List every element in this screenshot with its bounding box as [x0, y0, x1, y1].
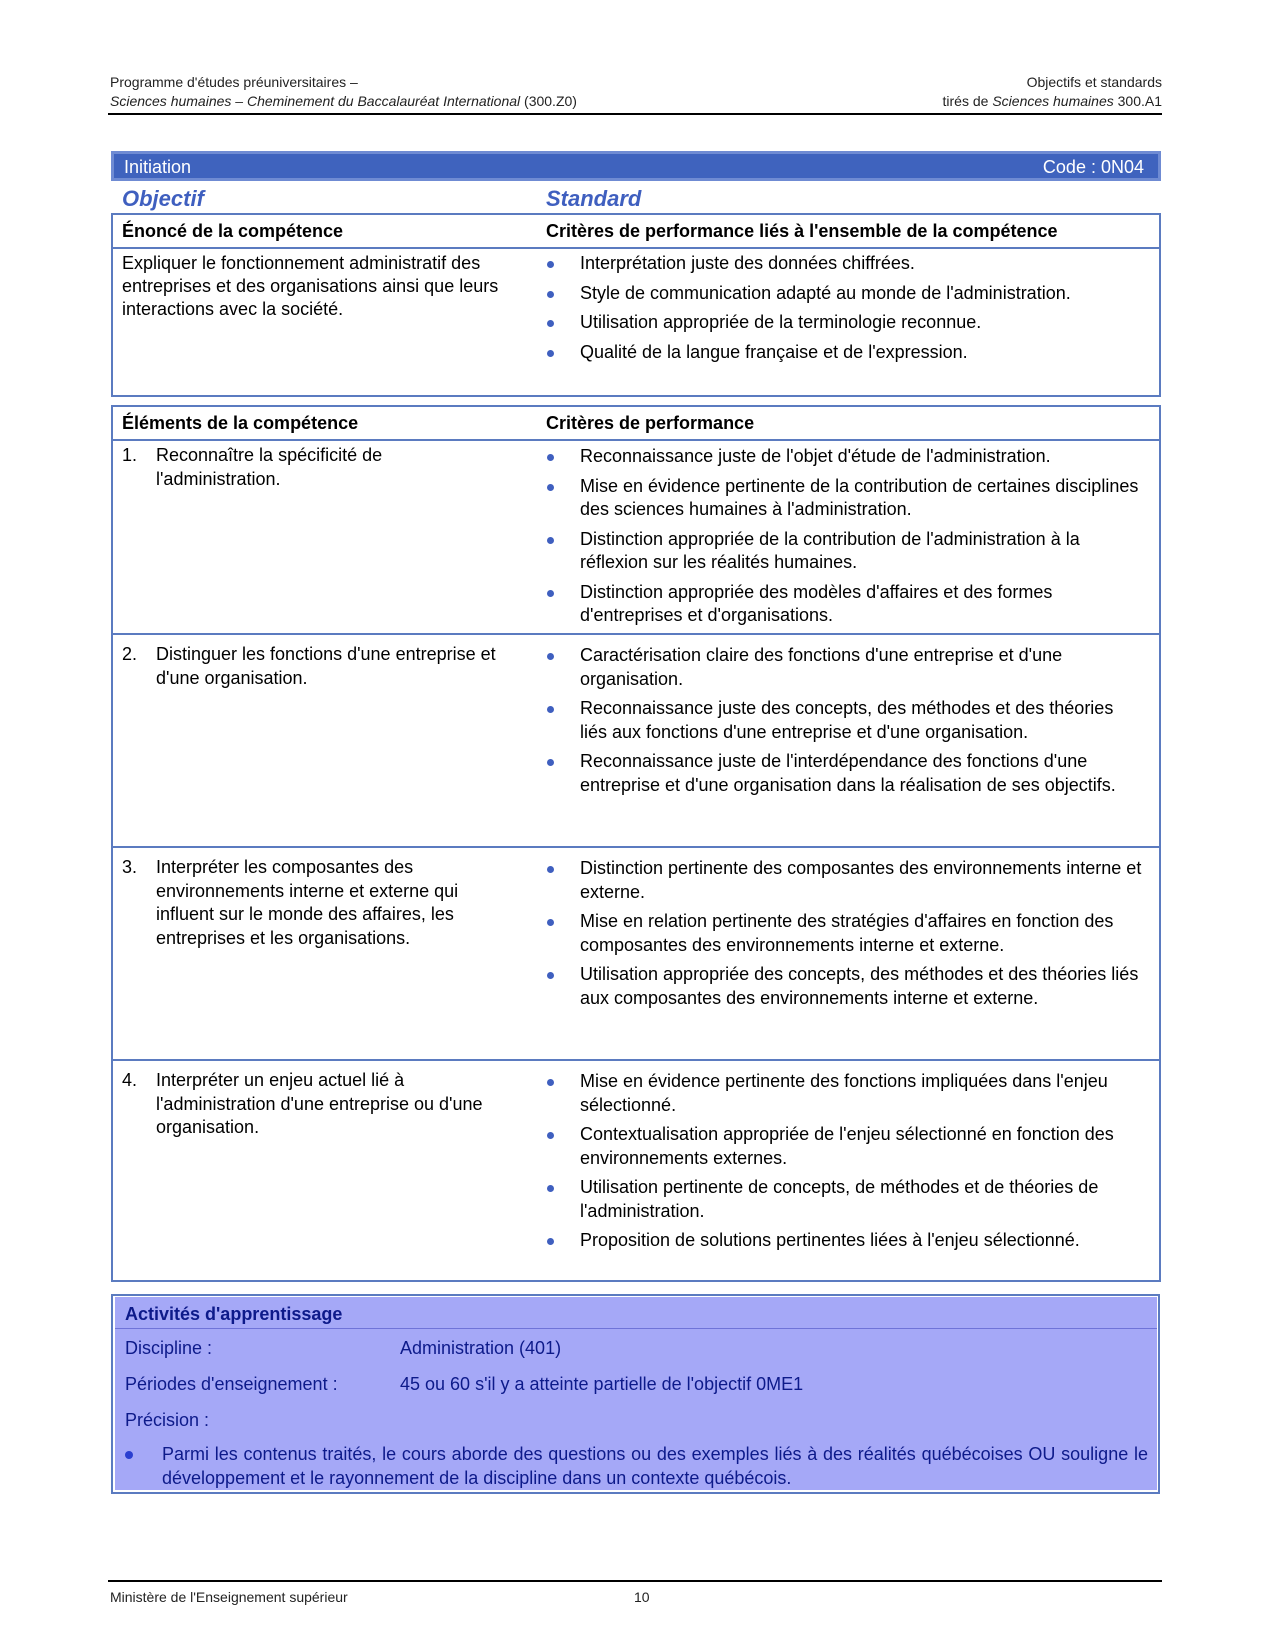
- footer-ministry: Ministère de l'Enseignement supérieur: [110, 1589, 348, 1605]
- header-doc-title: Objectifs et standards: [1026, 74, 1162, 90]
- critere-text: Distinction appropriée des modèles d'affaires et des formes d'entreprises et d'organisations.: [580, 581, 1053, 625]
- bullet-icon: [547, 972, 554, 979]
- list-item: [544, 857, 1144, 904]
- enonce-header: Énoncé de la compétence: [122, 221, 344, 241]
- critere-text: Interprétation juste des données chiffrées.: [580, 253, 915, 273]
- critere-text: Distinction appropriée de la contribution de l'administration à la réflexion sur les réalités humaines.: [580, 528, 1080, 572]
- bullet-icon: [547, 320, 554, 327]
- list-item: [544, 697, 1144, 744]
- title-bar: [111, 151, 1161, 181]
- elements-header: Éléments de la compétence: [122, 413, 359, 433]
- element-divider-2: [113, 846, 1159, 848]
- bullet-icon: [547, 1238, 554, 1245]
- bullet-icon: [547, 653, 554, 660]
- activites-divider: [115, 1328, 1157, 1329]
- critere-text: Reconnaissance juste de l'interdépendance des fonctions d'une entreprise et d'une organisation dans la réalisation de ses objectifs.: [580, 751, 1116, 795]
- bullet-icon: [547, 484, 554, 491]
- list-item: [544, 445, 1144, 469]
- bullet-icon: [547, 537, 554, 544]
- element-3-criteres: [544, 857, 1144, 1016]
- element-number: 3.: [122, 857, 138, 877]
- bullet-icon: [547, 261, 554, 268]
- bullet-icon: [547, 350, 554, 357]
- list-item: [544, 252, 1144, 276]
- list-item: [544, 1176, 1144, 1223]
- list-item: [544, 750, 1144, 797]
- bullet-icon: [547, 454, 554, 461]
- element-label: Distinguer les fonctions d'une entreprise et d'une organisation.: [156, 644, 496, 688]
- list-item: [544, 341, 1144, 365]
- header-rule: [108, 113, 1162, 115]
- element-1-criteres: [544, 445, 1144, 634]
- discipline-value: Administration (401): [400, 1338, 562, 1358]
- list-item: [544, 644, 1144, 691]
- list-item: [544, 910, 1144, 957]
- critere-text: Qualité de la langue française et de l'expression.: [580, 341, 968, 362]
- elements-header-divider: [113, 439, 1159, 441]
- bullet-icon: [547, 866, 554, 873]
- element-label: Reconnaître la spécificité de l'administration.: [156, 445, 383, 489]
- bullet-icon: [547, 590, 554, 597]
- header-program-subtitle: [110, 92, 577, 111]
- critere-text: Proposition de solutions pertinentes liées à l'enjeu sélectionné.: [580, 1230, 1080, 1250]
- list-item: [544, 311, 1144, 335]
- bullet-icon: [547, 291, 554, 298]
- header-doc-source: [943, 92, 1162, 111]
- bullet-icon: [547, 1079, 554, 1086]
- list-item: [544, 1229, 1144, 1253]
- list-item: [544, 1070, 1144, 1117]
- list-item: [544, 581, 1144, 628]
- header-program-name: Sciences humaines – Cheminement du Baccalauréat International: [110, 93, 521, 109]
- criteres-header: Critères de performance: [546, 413, 755, 433]
- element-number: 4.: [122, 1070, 138, 1090]
- course-title: Initiation: [124, 157, 192, 177]
- list-item: [544, 528, 1144, 575]
- activites-title: Activités d'apprentissage: [125, 1304, 343, 1324]
- critere-text: Style de communication adapté au monde de l'administration.: [580, 282, 1071, 303]
- bullet-icon: [547, 1132, 554, 1139]
- competence-header-divider: [113, 247, 1159, 249]
- page-number: 10: [634, 1589, 650, 1605]
- bullet-icon: [547, 919, 554, 926]
- critere-text: Contextualisation appropriée de l'enjeu sélectionné en fonction des environnements externes.: [580, 1124, 1114, 1168]
- discipline-label: Discipline :: [125, 1338, 213, 1358]
- critere-text: Mise en évidence pertinente de la contribution de certaines disciplines des sciences humaines à l'administration.: [580, 475, 1139, 519]
- objectif-heading: Objectif: [122, 186, 204, 211]
- header-program-code: (300.Z0): [524, 93, 577, 109]
- footer-rule: [108, 1580, 1162, 1582]
- critere-text: Distinction pertinente des composantes des environnements interne et externe.: [580, 858, 1142, 902]
- course-code: Code : 0N04: [1042, 157, 1144, 177]
- element-label: Interpréter les composantes des environnements interne et externe qui influent sur le monde des affaires, les entreprises et les organisations.: [156, 857, 459, 948]
- periodes-label: Périodes d'enseignement :: [125, 1374, 338, 1394]
- precision-text: Parmi les contenus traités, le cours aborde des questions ou des exemples liés à des réalités québécoises OU souligne le développement et le rayonnement de la discipline dans un contexte québécois.: [162, 1444, 1148, 1488]
- header-source-code: 300.A1: [1117, 93, 1162, 109]
- element-number: 2.: [122, 644, 138, 664]
- criteres-ensemble-list: [544, 252, 1144, 370]
- element-4-criteres: [544, 1070, 1144, 1259]
- critere-text: Utilisation appropriée des concepts, des méthodes et des théories liés aux composantes des environnements interne et externe.: [580, 964, 1139, 1008]
- critere-text: Utilisation appropriée de la terminologie reconnue.: [580, 312, 982, 332]
- header-program-line: Programme d'études préuniversitaires –: [110, 74, 358, 90]
- bullet-icon: [125, 1451, 133, 1459]
- precision-label: Précision :: [125, 1410, 210, 1430]
- criteres-ensemble-header: Critères de performance liés à l'ensemble de la compétence: [546, 221, 1058, 241]
- list-item: [544, 475, 1144, 522]
- critere-text: Reconnaissance juste des concepts, des méthodes et des théories liés aux fonctions d'une entreprise et d'une organisation.: [580, 698, 1114, 742]
- critere-text: Caractérisation claire des fonctions d'une entreprise et d'une organisation.: [580, 645, 1063, 689]
- element-label: Interpréter un enjeu actuel lié à l'administration d'une entreprise ou d'une organisation.: [156, 1070, 483, 1137]
- element-number: 1.: [122, 445, 138, 465]
- bullet-icon: [547, 706, 554, 713]
- periodes-value: 45 ou 60 s'il y a atteinte partielle de l'objectif 0ME1: [400, 1374, 804, 1394]
- list-item: [544, 963, 1144, 1010]
- bullet-icon: [547, 1185, 554, 1192]
- critere-text: Reconnaissance juste de l'objet d'étude de l'administration.: [580, 446, 1051, 466]
- element-2-criteres: [544, 644, 1144, 803]
- header-source-prefix: tirés de: [942, 93, 989, 109]
- element-divider-3: [113, 1059, 1159, 1061]
- header-source-name: Sciences humaines: [992, 93, 1114, 109]
- enonce-text: Expliquer le fonctionnement administratif des entreprises et des organisations ainsi que leurs interactions avec la société.: [122, 253, 499, 319]
- critere-text: Utilisation pertinente de concepts, de méthodes et de théories de l'administration.: [580, 1177, 1099, 1221]
- list-item: [544, 1123, 1144, 1170]
- bullet-icon: [547, 759, 554, 766]
- standard-heading: Standard: [546, 186, 642, 211]
- list-item: [544, 282, 1144, 306]
- critere-text: Mise en relation pertinente des stratégies d'affaires en fonction des composantes des environnements interne et externe.: [580, 911, 1114, 955]
- critere-text: Mise en évidence pertinente des fonctions impliquées dans l'enjeu sélectionné.: [580, 1071, 1108, 1115]
